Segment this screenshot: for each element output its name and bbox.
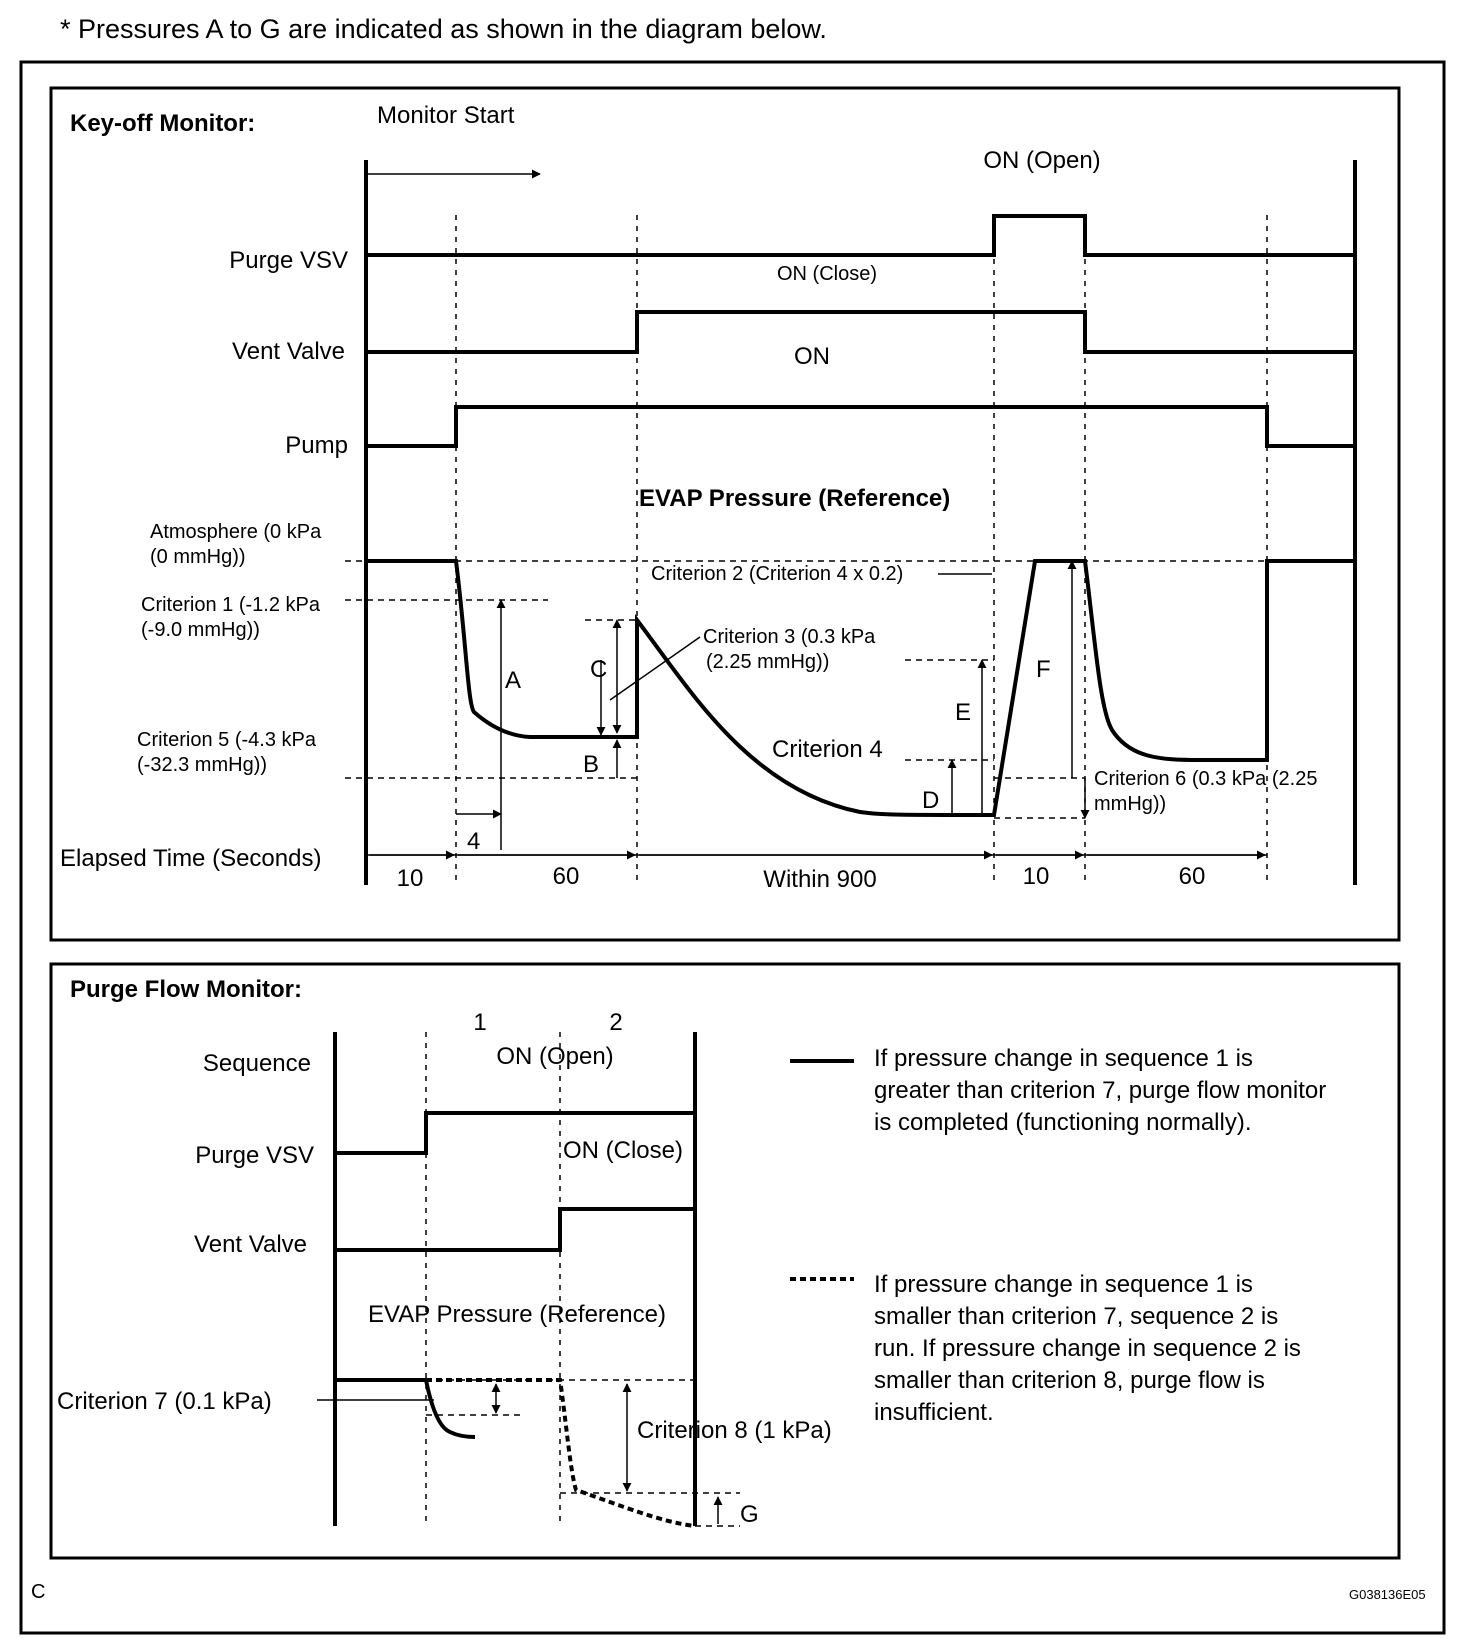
purge-vsv-label: Purge VSV <box>229 247 348 274</box>
legend-solid-line-1: If pressure change in sequence 1 is <box>874 1045 1253 1072</box>
keyoff-title: Key-off Monitor: <box>70 110 256 137</box>
criterion7-label: Criterion 7 (0.1 kPa) <box>57 1388 272 1415</box>
legend-dashed-line-1: If pressure change in sequence 1 is <box>874 1271 1253 1298</box>
header-note: * Pressures A to G are indicated as shown in the diagram below. <box>60 14 827 44</box>
purge-panel-vent-label: Vent Valve <box>194 1231 307 1258</box>
purge-vsv-trace <box>366 216 1355 255</box>
corner-mark: C <box>31 1581 46 1603</box>
legend-dashed-line-2: smaller than criterion 7, sequence 2 is <box>874 1303 1279 1330</box>
pump-trace <box>366 407 1355 446</box>
keyoff-panel-frame <box>51 88 1399 940</box>
criterion5-label-2: (-32.3 mmHg)) <box>137 754 268 776</box>
vent-valve-label: Vent Valve <box>232 338 345 365</box>
legend-dashed-line-4: smaller than criterion 8, purge flow is <box>874 1367 1265 1394</box>
pressure-a-label: A <box>505 667 522 694</box>
keyoff-monitor-panel <box>51 88 1399 940</box>
time-seg-5-label: 60 <box>1178 863 1206 890</box>
legend-solid-line-3: is completed (functioning normally). <box>874 1109 1252 1136</box>
time-seg-3-label: Within 900 <box>763 866 877 893</box>
figure-code: G038136E05 <box>1349 1587 1426 1602</box>
elapsed-time-label: Elapsed Time (Seconds) <box>60 845 322 872</box>
time-seg-2-label: 60 <box>552 863 580 890</box>
time-seg-4-label: 10 <box>1022 863 1050 890</box>
sequence-1-label: 1 <box>473 1009 487 1036</box>
pump-label: Pump <box>285 432 348 459</box>
criterion4-label: Criterion 4 <box>772 736 883 763</box>
criterion8-label: Criterion 8 (1 kPa) <box>637 1417 832 1444</box>
criterion2-label: Criterion 2 (Criterion 4 x 0.2) <box>651 563 904 585</box>
pressure-d-label: D <box>922 787 940 814</box>
monitor-start-label: Monitor Start <box>377 102 515 129</box>
time-seg-1-label: 10 <box>396 865 424 892</box>
legend-solid-line-2: greater than criterion 7, purge flow monitor <box>874 1077 1327 1104</box>
purge-vsv-on-open-label: ON (Open) <box>983 147 1101 174</box>
atmosphere-label-1: Atmosphere (0 kPa <box>150 521 322 543</box>
pump-delay-label: 4 <box>467 828 481 855</box>
criterion3-label-2: (2.25 mmHg)) <box>706 651 830 673</box>
purge-on-open-label: ON (Open) <box>496 1043 614 1070</box>
purge-title: Purge Flow Monitor: <box>70 976 302 1003</box>
keyoff-evap-title: EVAP Pressure (Reference) <box>639 485 951 512</box>
purge-on-close-label: ON (Close) <box>562 1137 684 1164</box>
vent-valve-trace <box>366 312 1355 352</box>
purge-vsv-on-close-label: ON (Close) <box>776 263 878 285</box>
pressure-f-label: F <box>1036 656 1051 683</box>
criterion3-label-1: Criterion 3 (0.3 kPa <box>703 626 876 648</box>
purge-evap-title: EVAP Pressure (Reference) <box>368 1301 666 1328</box>
vent-valve-on-label: ON <box>794 343 830 370</box>
criterion6-label-2: mmHg)) <box>1094 793 1167 815</box>
pressure-e-label: E <box>955 699 972 726</box>
criterion1-label-1: Criterion 1 (-1.2 kPa <box>141 594 320 616</box>
pressure-c-label: C <box>590 656 608 683</box>
purge-normal-trace <box>335 1380 475 1437</box>
sequence-label: Sequence <box>202 1050 311 1077</box>
pressure-b-label: B <box>583 751 600 778</box>
criterion6-label-1: Criterion 6 (0.3 kPa (2.25 <box>1094 768 1318 790</box>
purge-panel-vent-trace <box>335 1209 695 1250</box>
criterion5-label-1: Criterion 5 (-4.3 kPa <box>137 729 316 751</box>
sequence-2-label: 2 <box>609 1009 623 1036</box>
purge-panel-vsv-label: Purge VSV <box>195 1142 314 1169</box>
criterion1-label-2: (-9.0 mmHg)) <box>141 619 260 641</box>
atmosphere-label-2: (0 mmHg)) <box>150 546 246 568</box>
purge-flow-monitor-panel <box>51 964 1399 1558</box>
legend-dashed-line-5: insufficient. <box>874 1399 994 1426</box>
pressure-g-label: G <box>740 1501 759 1528</box>
legend-dashed-line-3: run. If pressure change in sequence 2 is <box>874 1335 1301 1362</box>
